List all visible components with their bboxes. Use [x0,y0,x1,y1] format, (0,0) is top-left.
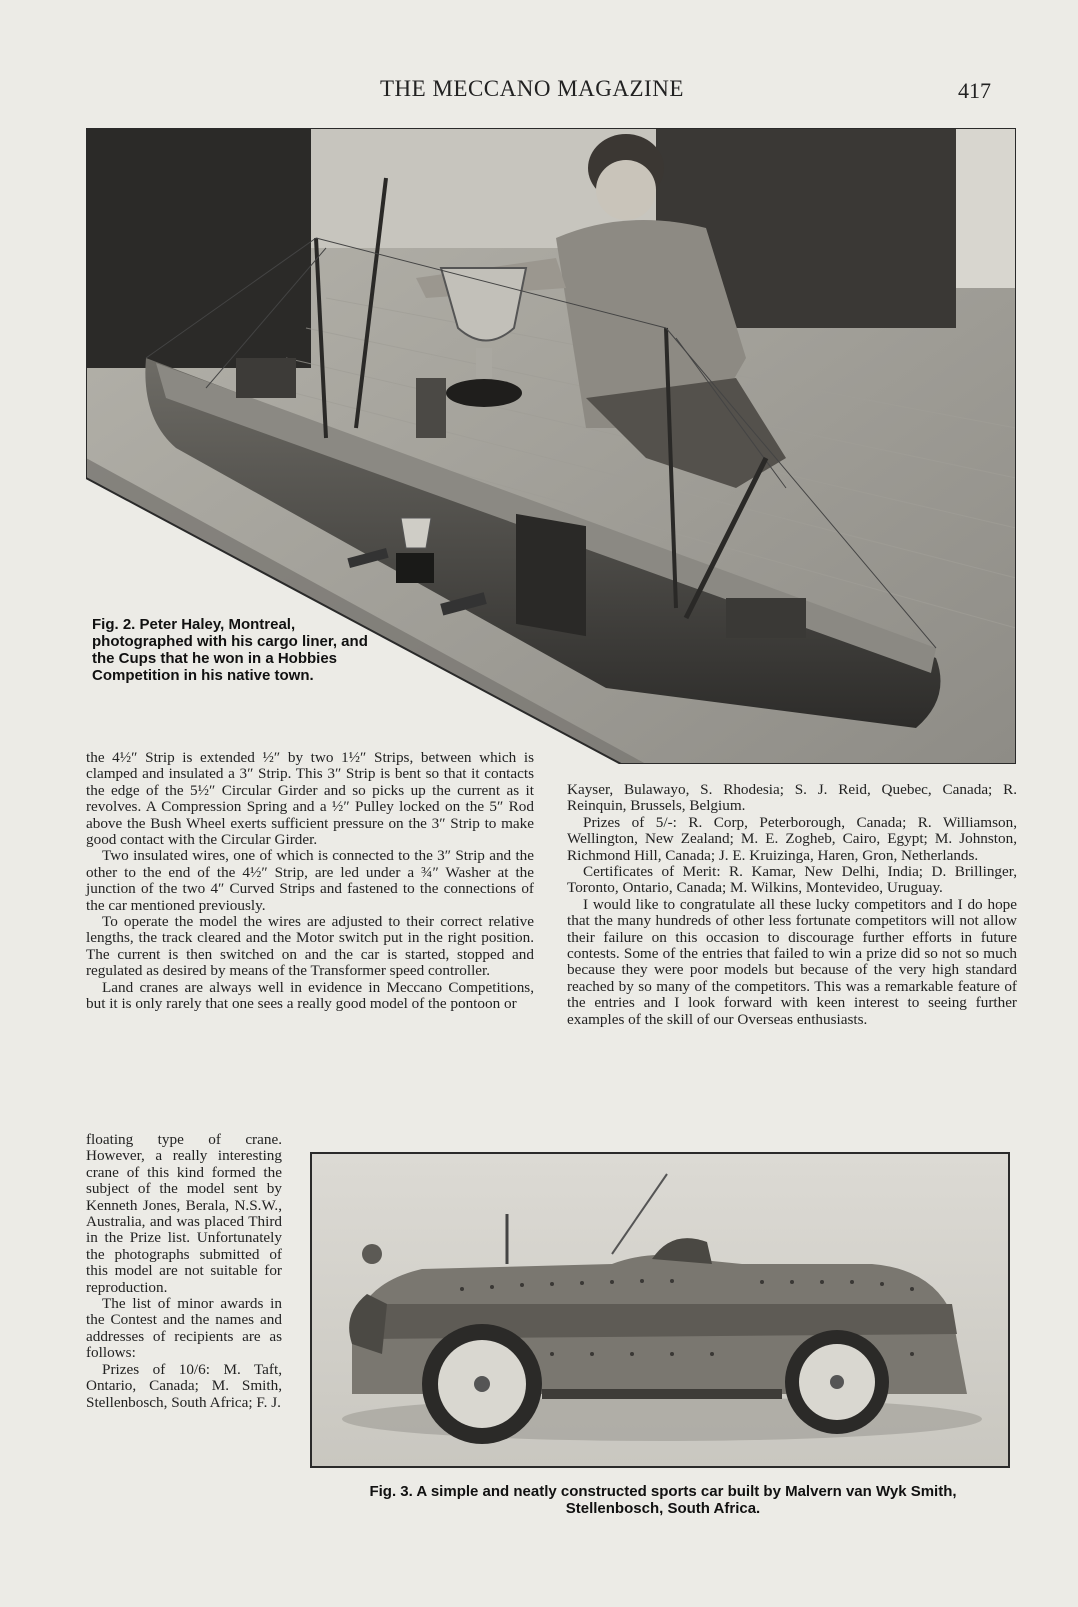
left-paragraph-2: Two insulated wires, one of which is connected to the 3″ Strip and the other to the end of the 4½″ Strip, are led under a ¾″ Washer at the junction of the two 4″ Curved Strips and fastened to the connections of the car mentioned previously. [86,847,534,914]
page-header [0,76,1078,108]
figure-2-caption: Fig. 2. Peter Haley, Montreal, photographed with his cargo liner, and the Cups that he won in a Hobbies Competition in his native town. [92,616,368,684]
narrow-paragraph-3: Prizes of 10/6: M. Taft, Ontario, Canada; M. Smith, Stellenbosch, South Africa; F. J. [86,1360,282,1411]
narrow-paragraph-1: floating type of crane. However, a really interesting crane of this kind formed the subject of the model sent by Kenneth Jones, Berala, N.S.W., Australia, and was placed Third in the Prize list. Unfortunately the photographs submitted of this model are not suitable for reproduction. [86,1131,282,1296]
sports-car-photo [310,1152,1010,1468]
page-number: 417 [958,78,991,103]
right-paragraph-1: Kayser, Bulawayo, S. Rhodesia; S. J. Reid, Quebec, Canada; R. Reinquin, Brussels, Belgium. [567,781,1017,815]
left-paragraph-1: the 4½″ Strip is extended ½″ by two 1½″ Strips, between which is clamped and insulated a 3″ Strip. This 3″ Strip is bent so that it contacts the edge of the 5½″ Circular Girder and so picks up the current as it revolves. A Compression Spring and a ½″ Pulley locked on the 5″ Rod above the Bush Wheel exerts sufficient pressure on the 3″ Strip to make good contact with the Circular Girder. [86,749,534,849]
right-paragraph-4: I would like to congratulate all these lucky competitors and I do hope that the many hundreds of other less fortunate competitors will not allow their failure on this occasion to discourage further efforts in future contests. Some of the entries that failed to win a prize did so not so much because they were poor models but because of the very high standard reached by so many of the competitors. This was a remarkable feature of the entries and I look forward with keen interest to seeing further examples of the skill of our Overseas enthusiasts. [567,895,1017,1028]
narrow-column [86,1132,282,1411]
sports-car-image [312,1154,1008,1466]
right-paragraph-2: Prizes of 5/-: R. Corp, Peterborough, Canada; R. Williamson, Wellington, New Zealand; M. E. Zogheb, Cairo, Egypt; M. Johnston, Richmond Hill, Canada; J. E. Kruizinga, Haren, Gron, Netherlands. [567,813,1017,864]
left-paragraph-4: Land cranes are always well in evidence in Meccano Competitions, but it is only rarely that one sees a really good model of the pontoon or [86,978,534,1013]
right-paragraph-3: Certificates of Merit: R. Kamar, New Delhi, India; D. Brillinger, Toronto, Ontario, Canada; M. Wilkins, Montevideo, Uruguay. [567,863,1017,897]
figure-3-caption [310,1483,1016,1517]
narrow-paragraph-2: The list of minor awards in the Contest and the names and addresses of recipients are as follows: [86,1295,282,1362]
figure-3-caption-line-1: Fig. 3. A simple and neatly constructed sports car built by Malvern van Wyk Smith, [369,1483,957,1500]
left-paragraph-3: To operate the model the wires are adjusted to their correct relative lengths, the track cleared and the Motor switch put in the right position. The current is then switched on and the car is started, stopped and regulated as desired by means of the Transformer speed controller. [86,913,534,980]
figure-3-caption-line-2: Stellenbosch, South Africa. [565,1500,761,1517]
right-column [567,782,1017,1028]
magazine-title: THE MECCANO MAGAZINE [380,76,684,101]
left-column [86,750,534,1013]
